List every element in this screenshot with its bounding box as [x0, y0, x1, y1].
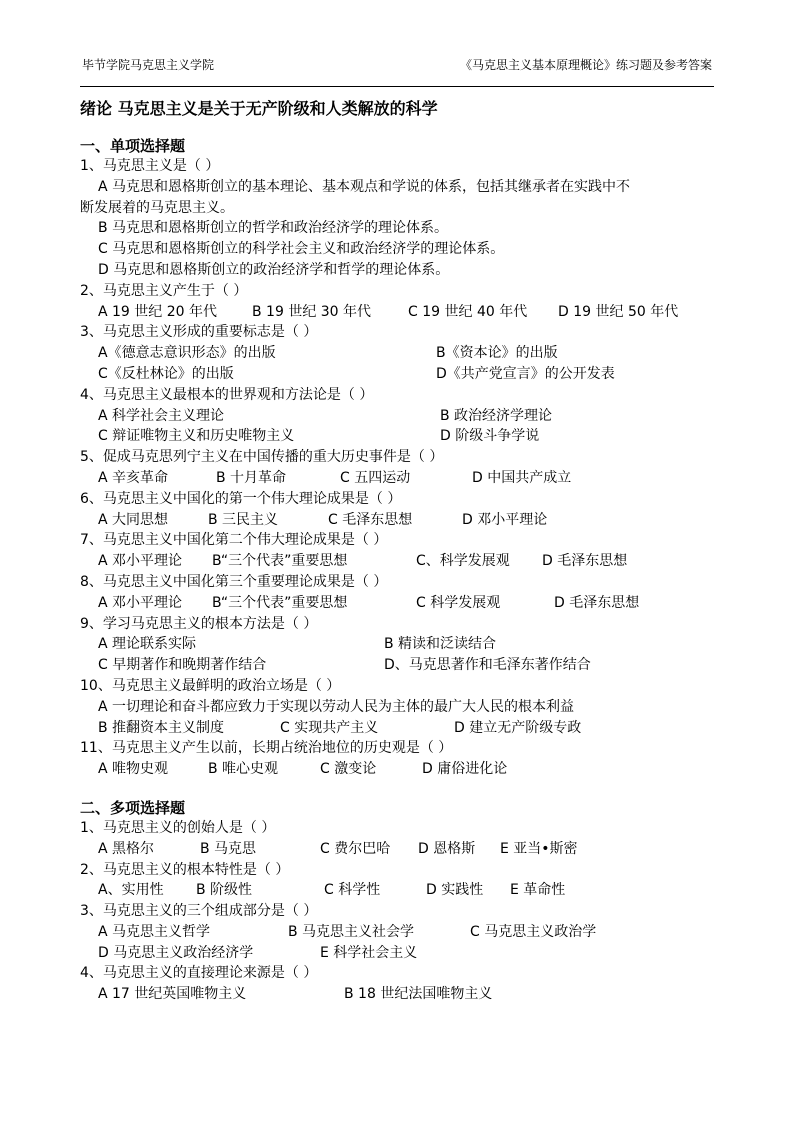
option-a: A 17 世纪英国唯物主义	[98, 986, 247, 1003]
question-11: 11、马克思主义产生以前，长期占统治地位的历史观是（ ）	[80, 740, 453, 757]
question-2: 2、马克思主义产生于（ ）	[80, 282, 248, 299]
section-heading-single: 一、单项选择题	[80, 137, 186, 155]
option-c: C 马克思主义政治学	[470, 923, 597, 940]
option-c: C 早期著作和晚期著作结合	[98, 657, 267, 674]
section-gap	[80, 780, 716, 796]
option-c: C 马克思和恩格斯创立的科学社会主义和政治经济学的理论体系。	[98, 241, 505, 258]
option-d: D《共产党宣言》的公开发表	[436, 365, 615, 382]
option-d: D 马克思和恩格斯创立的政治经济学和哲学的理论体系。	[98, 261, 450, 278]
option-a: A 马克思主义哲学	[98, 923, 211, 940]
options-row	[80, 302, 716, 323]
options-row	[80, 984, 716, 1005]
option-a-line1: A 马克思和恩格斯创立的基本理论、基本观点和学说的体系，包括其继承者在实践中不	[98, 178, 631, 195]
option-c: C 科学性	[324, 882, 381, 899]
option-b: B 19 世纪 30 年代	[252, 303, 372, 320]
option-e: E 亚当•斯密	[500, 840, 578, 857]
header-institution: 毕节学院马克思主义学院	[82, 58, 215, 72]
options-row	[80, 593, 716, 614]
exercise-content	[80, 134, 716, 1005]
option-d: D 庸俗进化论	[422, 761, 508, 778]
options-row	[80, 839, 716, 860]
option-a: A 辛亥革命	[98, 469, 169, 486]
option-d: D 毛泽东思想	[542, 553, 628, 570]
options-row	[80, 880, 716, 901]
header-rule	[80, 86, 714, 87]
option-a: A 一切理论和奋斗都应致力于实现以劳动人民为主体的最广大人民的根本利益	[98, 698, 575, 715]
option-b: B 精读和泛读结合	[384, 636, 497, 653]
option-b: B 政治经济学理论	[440, 407, 553, 424]
option-d: D 19 世纪 50 年代	[558, 303, 679, 320]
option-a: A 黑格尔	[98, 840, 155, 857]
option-d: D、马克思著作和毛泽东著作结合	[384, 657, 591, 674]
option-c: C 实现共产主义	[280, 719, 379, 736]
option-b: B 三民主义	[208, 511, 279, 528]
options-row	[80, 468, 716, 489]
option-b: B《资本论》的出版	[436, 345, 558, 362]
option-d: D 实践性	[426, 882, 484, 899]
options-row	[80, 406, 716, 427]
question-5: 5、促成马克思列宁主义在中国传播的重大历史事件是（ ）	[80, 449, 444, 466]
options-row	[80, 634, 716, 655]
option-a-line2: 断发展着的马克思主义。	[80, 199, 234, 216]
option-a: A 19 世纪 20 年代	[98, 303, 218, 320]
header-course-title: 《马克思主义基本原理概论》练习题及参考答案	[459, 58, 712, 72]
option-c: C《反杜林论》的出版	[98, 365, 234, 382]
option-a: A 邓小平理论	[98, 553, 183, 570]
question-3: 3、马克思主义的三个组成部分是（ ）	[80, 903, 318, 920]
question-1: 1、马克思主义是（ ）	[80, 158, 220, 174]
option-a: A 唯物史观	[98, 761, 169, 778]
option-d: D 邓小平理论	[462, 511, 548, 528]
option-b: B 马克思和恩格斯创立的哲学和政治经济学的理论体系。	[98, 220, 449, 237]
option-d: D 建立无产阶级专政	[454, 719, 582, 736]
option-b: B 推翻资本主义制度	[98, 719, 225, 736]
options-row	[80, 343, 716, 364]
option-a: A 大同思想	[98, 511, 169, 528]
option-c: C 辩证唯物主义和历史唯物主义	[98, 428, 295, 445]
question-4: 4、马克思主义最根本的世界观和方法论是（ ）	[80, 386, 374, 403]
option-b: B“三个代表”重要思想	[212, 553, 348, 570]
question-10: 10、马克思主义最鲜明的政治立场是（ ）	[80, 677, 341, 694]
options-row	[80, 759, 716, 780]
options-row	[80, 426, 716, 447]
question-4: 4、马克思主义的直接理论来源是（ ）	[80, 965, 318, 982]
option-c: C、科学发展观	[416, 553, 510, 570]
question-6: 6、马克思主义中国化的第一个伟大理论成果是（ ）	[80, 490, 402, 507]
option-a: A、实用性	[98, 882, 164, 899]
option-c: C 19 世纪 40 年代	[408, 303, 528, 320]
option-a: A 理论联系实际	[98, 636, 197, 653]
option-a: A 科学社会主义理论	[98, 407, 225, 424]
option-e: E 革命性	[510, 882, 566, 899]
options-row	[80, 551, 716, 572]
option-d: D 毛泽东思想	[554, 594, 640, 611]
option-b: B 马克思	[200, 840, 257, 857]
option-c: C 科学发展观	[416, 594, 501, 611]
option-b: B 马克思主义社会学	[288, 923, 415, 940]
chapter-title: 绪论 马克思主义是关于无产阶级和人类解放的科学	[80, 99, 438, 118]
options-row	[80, 922, 716, 943]
question-1: 1、马克思主义的创始人是（ ）	[80, 819, 276, 836]
option-e: E 科学社会主义	[320, 944, 418, 961]
options-row	[80, 718, 716, 739]
option-c: C 激变论	[320, 761, 377, 778]
question-8: 8、马克思主义中国化第三个重要理论成果是（ ）	[80, 573, 388, 590]
option-d: D 中国共产成立	[472, 469, 572, 486]
option-c: C 五四运动	[340, 469, 411, 486]
section-heading-multi: 二、多项选择题	[80, 798, 186, 817]
question-2: 2、马克思主义的根本特性是（ ）	[80, 861, 290, 878]
option-b: B“三个代表”重要思想	[212, 594, 348, 611]
options-row	[80, 364, 716, 385]
options-row	[80, 655, 716, 676]
option-d: D 马克思主义政治经济学	[98, 944, 254, 961]
option-a: A《德意志意识形态》的出版	[98, 345, 276, 362]
option-b: B 阶级性	[196, 882, 253, 899]
question-3: 3、马克思主义形成的重要标志是（ ）	[80, 324, 318, 341]
option-b: B 十月革命	[216, 469, 287, 486]
option-b: B 唯心史观	[208, 761, 279, 778]
option-c: C 费尔巴哈	[320, 840, 391, 857]
question-9: 9、学习马克思主义的根本方法是（ ）	[80, 615, 318, 632]
options-row	[80, 510, 716, 531]
option-b: B 18 世纪法国唯物主义	[344, 986, 493, 1003]
options-row	[80, 943, 716, 964]
option-c: C 毛泽东思想	[328, 511, 413, 528]
option-d: D 恩格斯	[418, 840, 476, 857]
option-a: A 邓小平理论	[98, 594, 183, 611]
option-d: D 阶级斗争学说	[440, 428, 540, 445]
question-7: 7、马克思主义中国化第二个伟大理论成果是（ ）	[80, 532, 388, 549]
